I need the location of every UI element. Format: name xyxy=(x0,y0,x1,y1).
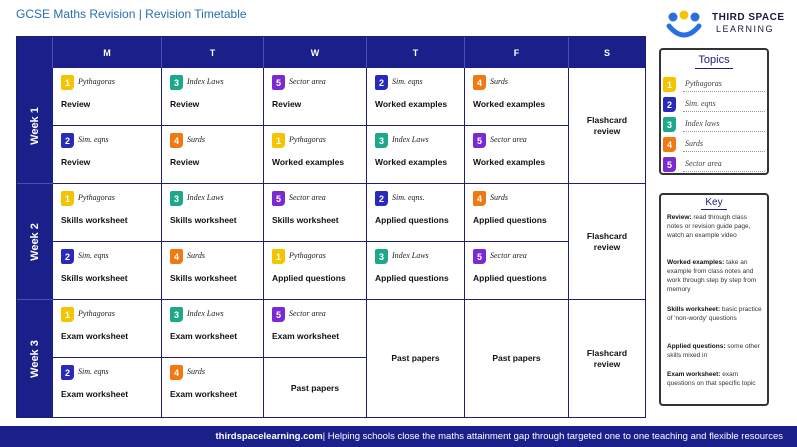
topic-badge: 5 xyxy=(473,249,486,264)
cell-activity: Exam worksheet xyxy=(170,389,238,399)
dotted-line xyxy=(683,91,765,92)
cell-topic: Sim. eqns xyxy=(78,135,109,144)
topics-panel xyxy=(659,48,769,175)
key-entry: Exam worksheet: exam questions on that specific topic xyxy=(667,371,756,387)
topic-item xyxy=(663,117,755,134)
cell-activity: Applied questions xyxy=(375,215,449,225)
cell-activity: Exam worksheet xyxy=(61,331,129,341)
timetable-cell xyxy=(53,300,162,358)
past-papers-cell-thursday: Past papers xyxy=(367,300,465,417)
timetable-cell xyxy=(53,184,162,242)
timetable-cell xyxy=(53,68,162,126)
cell-activity: Worked examples xyxy=(473,157,546,167)
cell-activity: Skills worksheet xyxy=(170,273,237,283)
footer-site-link[interactable]: thirdspacelearning.com xyxy=(215,431,323,442)
week-label-1: Week 1 xyxy=(17,68,53,184)
topic-badge: 3 xyxy=(663,117,676,132)
cell-activity: Skills worksheet xyxy=(170,215,237,225)
cell-topic: Sector area xyxy=(289,193,326,202)
cell-activity: Review xyxy=(170,99,200,109)
timetable-cell xyxy=(264,68,367,126)
cell-topic: Sector area xyxy=(490,135,527,144)
header-corner xyxy=(17,37,53,68)
flashcard-review-cell-week-1: Flashcard review xyxy=(569,68,645,184)
timetable-cell xyxy=(367,68,465,126)
topic-badge: 5 xyxy=(272,75,285,90)
timetable-cell xyxy=(367,126,465,184)
topic-badge: 1 xyxy=(61,75,74,90)
topic-badge: 3 xyxy=(170,191,183,206)
timetable-cell xyxy=(367,242,465,300)
cell-topic: Index Laws xyxy=(392,135,429,144)
cell-topic: Pythagoras xyxy=(289,251,326,260)
timetable-cell xyxy=(162,184,264,242)
cell-topic: Index Laws xyxy=(392,251,429,260)
cell-topic: Surds xyxy=(490,193,508,202)
flashcard-review-cell-week-3: Flashcard review xyxy=(569,300,645,417)
cell-topic: Surds xyxy=(187,367,205,376)
cell-activity: Review xyxy=(272,99,302,109)
cell-topic: Surds xyxy=(187,135,205,144)
topic-item xyxy=(663,137,755,154)
cell-activity: Skills worksheet xyxy=(61,273,128,283)
week-label-2: Week 2 xyxy=(17,184,53,300)
cell-topic: Sim. eqns xyxy=(78,367,109,376)
timetable-cell xyxy=(264,126,367,184)
key-panel xyxy=(659,193,769,406)
cell-activity: Applied questions xyxy=(272,273,346,283)
day-header-tuesday: T xyxy=(162,37,264,68)
timetable-cell xyxy=(162,68,264,126)
topic-name: Sim. eqns xyxy=(685,99,716,108)
timetable-cell xyxy=(465,242,569,300)
footer-tagline: | Helping schools close the maths attainment gap through targeted one to one teaching and flexible resources xyxy=(322,431,783,442)
topic-badge: 1 xyxy=(663,77,676,92)
cell-activity: Applied questions xyxy=(473,273,547,283)
logo-name: THIRD SPACE xyxy=(712,12,785,23)
page-title: GCSE Maths Revision | Revision Timetable xyxy=(16,7,247,21)
timetable-cell xyxy=(264,300,367,358)
cell-topic: Sector area xyxy=(490,251,527,260)
topic-badge: 2 xyxy=(61,133,74,148)
topic-badge: 2 xyxy=(375,191,388,206)
topic-badge: 4 xyxy=(170,133,183,148)
timetable-cell xyxy=(162,300,264,358)
cell-topic: Surds xyxy=(490,77,508,86)
day-header-wednesday: W xyxy=(264,37,367,68)
topic-badge: 2 xyxy=(375,75,388,90)
key-title: Key xyxy=(661,197,767,208)
topic-name: Sector area xyxy=(685,159,722,168)
topic-item xyxy=(663,157,755,174)
cell-activity: Skills worksheet xyxy=(61,215,128,225)
revision-timetable xyxy=(16,36,646,418)
key-entry: Review: read through class notes or revision guide page, watch an example video xyxy=(667,214,751,239)
cell-topic: Sector area xyxy=(289,309,326,318)
timetable-cell xyxy=(53,242,162,300)
timetable-cell xyxy=(162,242,264,300)
topic-badge: 1 xyxy=(272,133,285,148)
cell-activity: Exam worksheet xyxy=(61,389,129,399)
past-papers-cell-wednesday: Past papers xyxy=(264,358,367,417)
cell-topic: Pythagoras xyxy=(78,193,115,202)
day-header-saturday: S xyxy=(569,37,645,68)
cell-topic: Index Laws xyxy=(187,309,224,318)
cell-topic: Pythagoras xyxy=(78,77,115,86)
timetable-cell xyxy=(53,126,162,184)
logo-mark-icon xyxy=(666,10,702,40)
topics-title: Topics xyxy=(661,54,767,66)
cell-topic: Sim. eqns xyxy=(392,77,423,86)
topic-badge: 4 xyxy=(170,249,183,264)
timetable-cell xyxy=(367,184,465,242)
dotted-line xyxy=(683,151,765,152)
dotted-line xyxy=(683,131,765,132)
topic-badge: 4 xyxy=(663,137,676,152)
topic-item xyxy=(663,77,755,94)
dotted-line xyxy=(683,111,765,112)
topic-item xyxy=(663,97,755,114)
day-header-monday: M xyxy=(53,37,162,68)
past-papers-cell-friday: Past papers xyxy=(465,300,569,417)
key-entry: Applied questions: some other skills mixed in xyxy=(667,343,760,359)
key-entry: Worked examples: take an example from class notes and work through step by step from memory xyxy=(667,259,757,293)
cell-topic: Pythagoras xyxy=(78,309,115,318)
topic-name: Index laws xyxy=(685,119,720,128)
timetable-cell xyxy=(465,68,569,126)
cell-activity: Review xyxy=(61,99,91,109)
topic-badge: 1 xyxy=(61,191,74,206)
topic-badge: 5 xyxy=(272,191,285,206)
topic-badge: 3 xyxy=(170,75,183,90)
cell-activity: Applied questions xyxy=(473,215,547,225)
topic-badge: 2 xyxy=(663,97,676,112)
topic-badge: 2 xyxy=(61,365,74,380)
cell-activity: Exam worksheet xyxy=(272,331,340,341)
cell-activity: Exam worksheet xyxy=(170,331,238,341)
topic-badge: 5 xyxy=(473,133,486,148)
timetable-cell xyxy=(162,358,264,417)
timetable-cell xyxy=(53,358,162,417)
cell-activity: Skills worksheet xyxy=(272,215,339,225)
timetable-cell xyxy=(465,184,569,242)
cell-activity: Worked examples xyxy=(473,99,546,109)
topic-badge: 3 xyxy=(375,133,388,148)
cell-topic: Pythagoras xyxy=(289,135,326,144)
cell-activity: Review xyxy=(170,157,200,167)
topic-badge: 2 xyxy=(61,249,74,264)
cell-topic: Index Laws xyxy=(187,77,224,86)
day-header-friday: F xyxy=(465,37,569,68)
dotted-line xyxy=(683,171,765,172)
key-entry: Skills worksheet: basic practice of 'non-wordy' questions xyxy=(667,306,762,322)
logo-sub: LEARNING xyxy=(716,24,775,34)
third-space-learning-logo xyxy=(666,10,786,44)
cell-activity: Applied questions xyxy=(375,273,449,283)
timetable-cell xyxy=(465,126,569,184)
cell-activity: Worked examples xyxy=(375,99,448,109)
cell-topic: Sim. eqns xyxy=(78,251,109,260)
timetable-cell xyxy=(162,126,264,184)
cell-activity: Worked examples xyxy=(272,157,345,167)
topic-badge: 1 xyxy=(61,307,74,322)
cell-activity: Worked examples xyxy=(375,157,448,167)
cell-topic: Index Laws xyxy=(187,193,224,202)
timetable-cell xyxy=(264,242,367,300)
topic-badge: 5 xyxy=(272,307,285,322)
topic-badge: 3 xyxy=(375,249,388,264)
topic-badge: 3 xyxy=(170,307,183,322)
cell-topic: Sim. eqns. xyxy=(392,193,425,202)
topic-badge: 4 xyxy=(170,365,183,380)
footer-banner xyxy=(0,426,797,447)
cell-activity: Review xyxy=(61,157,91,167)
week-label-3: Week 3 xyxy=(17,300,53,417)
topic-badge: 4 xyxy=(473,191,486,206)
timetable-cell xyxy=(264,184,367,242)
cell-topic: Sector area xyxy=(289,77,326,86)
flashcard-review-cell-week-2: Flashcard review xyxy=(569,184,645,300)
topic-name: Pythagoras xyxy=(685,79,722,88)
cell-topic: Surds xyxy=(187,251,205,260)
topic-name: Surds xyxy=(685,139,703,148)
topic-badge: 1 xyxy=(272,249,285,264)
day-header-thursday: T xyxy=(367,37,465,68)
topic-badge: 4 xyxy=(473,75,486,90)
topic-badge: 5 xyxy=(663,157,676,172)
